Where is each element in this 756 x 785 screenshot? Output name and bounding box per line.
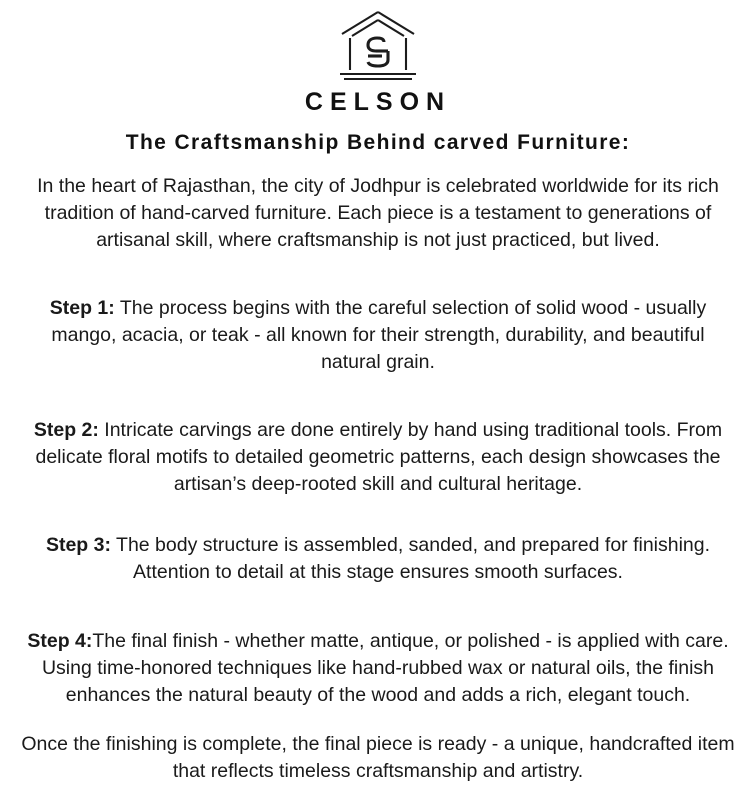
celson-house-monogram-icon (330, 8, 426, 86)
paragraph-step-3 (20, 532, 736, 586)
step-1-label: Step 1: (49, 296, 115, 319)
step-3-label: Step 3: (45, 534, 111, 557)
page-title: The Craftsmanship Behind carved Furniture: (125, 131, 631, 154)
step-2-label: Step 2: (33, 418, 99, 441)
paragraph-intro: In the heart of Rajasthan, the city of Jodhpur is celebrated worldwide for its rich tradition of hand-carved furniture. Each piece is a testament to generations of artisanal skill, where craftsmanship is not just practiced, but lived. (37, 175, 719, 252)
paragraph-step-1 (20, 295, 736, 376)
step-3-text: The body structure is assembled, sanded, and prepared for finishing. Attention to detail at this stage ensures smooth surfaces. (110, 534, 711, 584)
paragraph-step-2 (20, 417, 736, 498)
brand-name: CELSON (304, 88, 452, 116)
paragraph-outro: Once the finishing is complete, the final piece is ready - a unique, handcrafted item that reflects timeless craftsmanship and artistry. (21, 732, 735, 782)
step-1-text: The process begins with the careful selection of solid wood - usually mango, acacia, or teak - all known for their strength, durability, and beautiful natural grain. (51, 296, 707, 373)
step-4-text: The final finish - whether matte, antique, or polished - is applied with care. Using time-honored techniques like hand-rubbed wax or natural oils, the finish enhances the natural beauty of the wood and adds a rich, elegant touch. (41, 630, 729, 707)
step-4-label: Step 4: (27, 630, 93, 653)
paragraph-step-4 (20, 628, 736, 709)
step-2-text: Intricate carvings are done entirely by hand using traditional tools. From delicate floral motifs to detailed geometric patterns, each design showcases the artisan’s deep-rooted skill and cultural heritage. (35, 418, 723, 495)
brand-logo (305, 8, 451, 117)
